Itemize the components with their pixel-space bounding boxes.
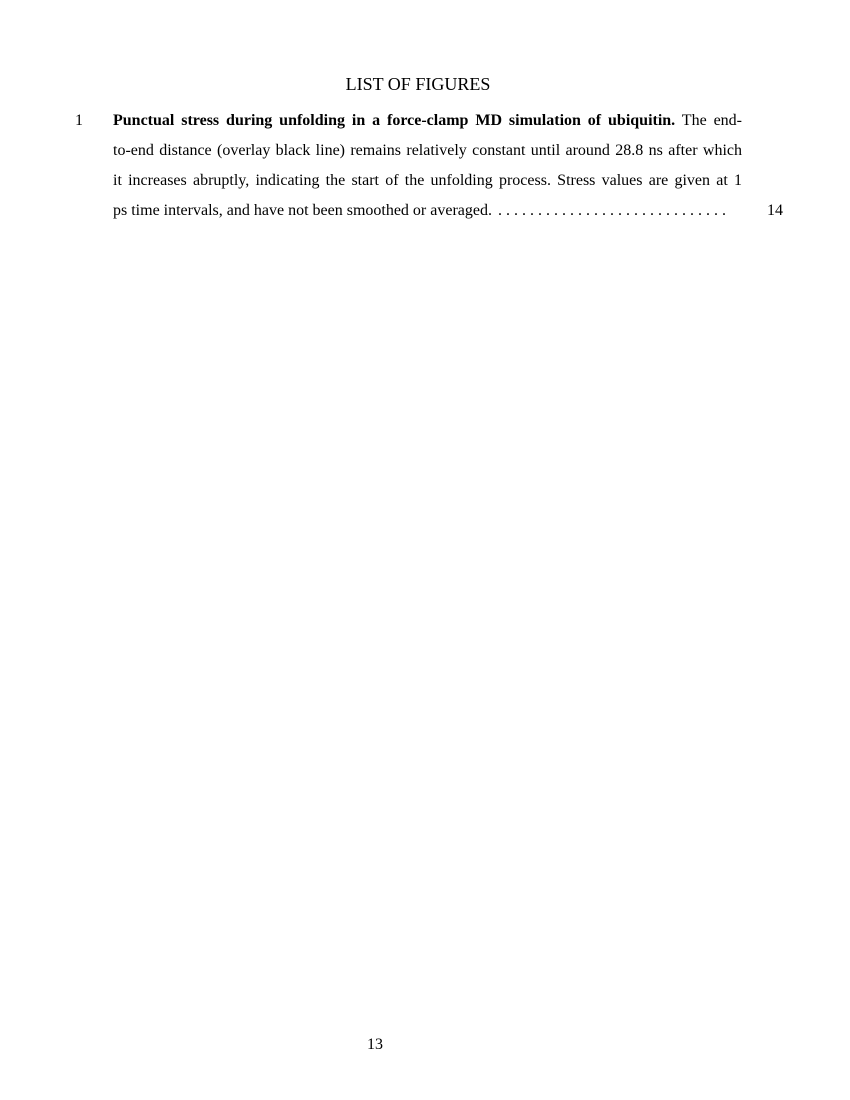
figure-page-number[interactable]: 14 (767, 202, 783, 219)
caption-line-1 (113, 112, 742, 130)
page-title: LIST OF FIGURES (345, 74, 491, 94)
figure-number: 1 (75, 112, 83, 129)
dot-leader: . . . . . . . . . . . . . . . . . . . . . . . . . . . . . (498, 202, 726, 219)
caption-text: The end- (681, 112, 742, 129)
caption-line-3: it increases abruptly, indicating the start of the unfolding process. Stress values are given at 1 (113, 172, 742, 189)
caption-bold-title: Punctual stress during unfolding in a force-clamp MD simulation of ubiquitin. (113, 112, 676, 129)
page-number: 13 (367, 1036, 383, 1053)
caption-text: ps time intervals, and have not been smoothed or averaged. (113, 202, 492, 219)
caption-line-2: to-end distance (overlay black line) remains relatively constant until around 28.8 ns after which (113, 142, 742, 159)
caption-line-4 (113, 202, 742, 220)
